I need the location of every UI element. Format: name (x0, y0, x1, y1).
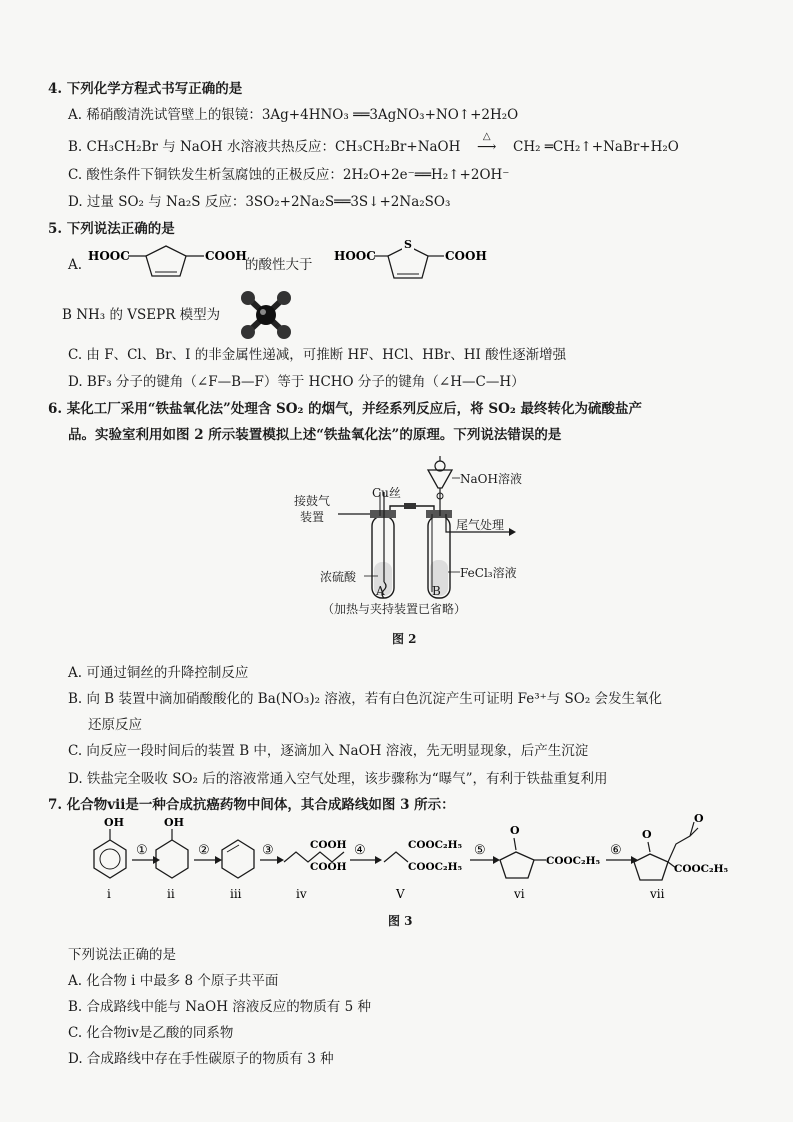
stopper-a (370, 510, 396, 518)
svg-text:i: i (107, 887, 111, 901)
compound-iv (284, 839, 347, 901)
q6-option-b-line1: B. 向 B 装置中滴加硝酸酸化的 Ba(NO₃)₂ 溶液，若有白色沉淀产生可证明 Fe³⁺与 SO₂ 会发生氧化 (68, 691, 663, 707)
q5-stem: 5. 下列说法正确的是 (48, 221, 175, 237)
svg-text:O: O (510, 824, 520, 837)
svg-text:O: O (694, 812, 704, 825)
svg-text:OH: OH (104, 816, 124, 829)
figure-3-caption: 图 3 (388, 914, 413, 928)
compound-v (384, 839, 463, 901)
compound-vii (634, 812, 729, 901)
vsepr-model-image (238, 290, 294, 340)
figure-3-synthesis-route (78, 812, 738, 902)
step-6: ⑥ (610, 843, 622, 858)
thiophene-s-label: S (404, 238, 412, 251)
q6-stem-line2: 品。实验室利用如图 2 所示装置模拟上述“铁盐氧化法”的原理。下列说法错误的是 (68, 427, 562, 443)
q4-reaction-arrow (465, 131, 509, 156)
furan-cooh-label: COOH (205, 249, 247, 263)
svg-text:OH: OH (164, 816, 184, 829)
svg-text:vi: vi (514, 887, 525, 901)
svg-text:COOH: COOH (310, 839, 347, 851)
q7-question: 下列说法正确的是 (68, 947, 176, 963)
svg-text:iv: iv (296, 887, 307, 901)
q4-option-c: C. 酸性条件下铜铁发生析氢腐蚀的正极反应：2H₂O+2e⁻══H₂↑+2OH⁻ (68, 167, 510, 183)
step-1: ① (136, 843, 148, 858)
q5-option-c: C. 由 F、Cl、Br、I 的非金属性递减，可推断 HF、HCl、HBr、HI 酸性逐渐增强 (68, 347, 567, 363)
figure-2-caption: 图 2 (392, 632, 417, 646)
thiophene-hooc-label: HOOC (334, 249, 376, 263)
q6-option-d: D. 铁盐完全吸收 SO₂ 后的溶液常通入空气处理，该步骤称为“曝气”，有利于铁盐重复利用 (68, 771, 608, 787)
stopper-b (426, 510, 452, 518)
svg-text:ii: ii (167, 887, 175, 901)
svg-text:COOH: COOH (310, 861, 347, 873)
arrow-icon: ⟶ (477, 139, 497, 155)
svg-text:COOC₂H₅: COOC₂H₅ (674, 863, 729, 875)
heat-symbol: △ (482, 131, 491, 142)
compound-iii (222, 840, 254, 901)
svg-text:COOC₂H₅: COOC₂H₅ (408, 861, 463, 873)
fig2-label-fecl3: FeCl₃溶液 (460, 566, 517, 580)
svg-text:vii: vii (650, 887, 665, 901)
compound-ii (156, 816, 188, 901)
fig2-note: （加热与夹持装置已省略） (322, 602, 467, 616)
compound-i (94, 816, 126, 901)
q4-option-b-left: B. CH₃CH₂Br 与 NaOH 水溶液共热反应：CH₃CH₂Br+NaOH (68, 139, 461, 155)
q5-option-a-middle: 的酸性大于 (245, 257, 313, 273)
svg-text:COOC₂H₅: COOC₂H₅ (408, 839, 463, 851)
q5-option-a-prefix: A. (68, 257, 83, 273)
q7-option-a: A. 化合物 i 中最多 8 个原子共平面 (68, 973, 279, 989)
fig2-label-b: B (432, 584, 441, 598)
q6-option-b-line2: 还原反应 (88, 717, 142, 733)
svg-text:COOC₂H₅: COOC₂H₅ (546, 855, 601, 867)
dropping-funnel (428, 470, 452, 488)
compound-vi (500, 824, 601, 901)
svg-text:O: O (642, 828, 652, 841)
svg-text:iii: iii (230, 887, 242, 901)
step-3: ③ (262, 843, 274, 858)
q6-option-c: C. 向反应一段时间后的装置 B 中，逐滴加入 NaOH 溶液，先无明显现象，后产生沉淀 (68, 743, 589, 759)
q5-option-b: B NH₃ 的 VSEPR 模型为 (62, 307, 221, 323)
q4-option-a: A. 稀硝酸清洗试管壁上的银镜：3Ag+4HNO₃ ══3AgNO₃+NO↑+2H₂O (68, 107, 519, 123)
fig2-label-blower-2: 装置 (300, 510, 325, 524)
q6-option-a: A. 可通过铜丝的升降控制反应 (68, 665, 249, 681)
q7-stem: 7. 化合物ⅶ是一种合成抗癌药物中间体，其合成路线如图 3 所示： (48, 797, 455, 813)
furan-hooc-label: HOOC (88, 249, 130, 263)
q5-option-d: D. BF₃ 分子的键角（∠F—B—F）等于 HCHO 分子的键角（∠H—C—H） (68, 374, 525, 390)
q4-stem: 4. 下列化学方程式书写正确的是 (48, 81, 243, 97)
q4-option-b (68, 131, 679, 156)
fig2-label-a: A (376, 584, 385, 598)
fig2-label-cu: Cu丝 (372, 486, 401, 500)
fig2-label-acid: 浓硫酸 (320, 570, 357, 584)
svg-text:V: V (396, 887, 405, 901)
step-4: ④ (354, 843, 366, 858)
q4-option-b-right: CH₂ ═CH₂↑+NaBr+H₂O (513, 139, 679, 155)
step-2: ② (198, 843, 210, 858)
fig2-label-blower: 接鼓气 (294, 494, 331, 508)
step-5: ⑤ (474, 843, 486, 858)
thiophene-cooh-label: COOH (445, 249, 487, 263)
q6-stem-line1: 6. 某化工厂采用“铁盐氧化法”处理含 SO₂ 的烟气，并经系列反应后，将 SO₂ 最终转化为硫酸盐产 (48, 401, 642, 417)
q7-option-c: C. 化合物ⅳ是乙酸的同系物 (68, 1025, 234, 1041)
q4-option-d: D. 过量 SO₂ 与 Na₂S 反应：3SO₂+2Na₂S══3S↓+2Na₂SO₃ (68, 194, 451, 210)
fig2-label-naoh: NaOH溶液 (460, 472, 522, 486)
q7-option-d: D. 合成路线中存在手性碳原子的物质有 3 种 (68, 1051, 334, 1067)
q7-option-b: B. 合成路线中能与 NaOH 溶液反应的物质有 5 种 (68, 999, 371, 1015)
fig2-label-tail: 尾气处理 (456, 518, 505, 532)
